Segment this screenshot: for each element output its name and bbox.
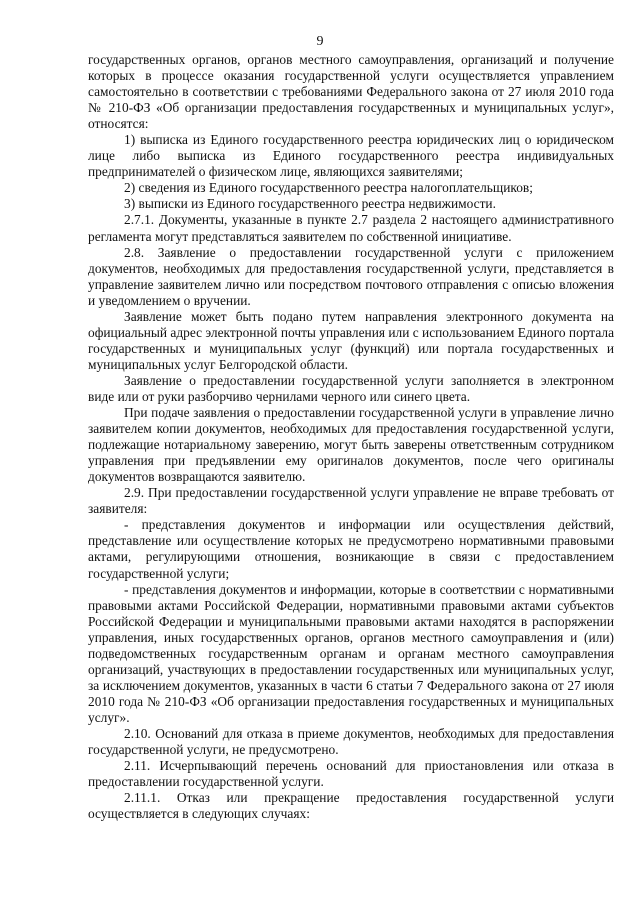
- paragraph: 3) выписки из Единого государственного реестра недвижимости.: [124, 196, 496, 212]
- page-number: 9: [316, 34, 324, 49]
- paragraph: Заявление о предоставлении государственной услуги заполняется в электронном виде или от руки разборчиво чернилами черного или синего цвета.: [88, 372, 614, 404]
- paragraph: 1) выписка из Единого государственного реестра юридических лиц о юридическом лице либо выписка из Единого государственного реестра индивидуальных предпринимателей о физическом лице, являющихся заявителями;: [88, 132, 614, 180]
- paragraph: 2.9. При предоставлении государственной услуги управление не вправе требовать от заявителя:: [88, 485, 614, 517]
- document-body: [88, 52, 614, 822]
- paragraph: 2.10. Оснований для отказа в приеме документов, необходимых для предоставления государственной услуги, не предусмотрено.: [88, 725, 614, 758]
- paragraph: 2.8. Заявление о предоставлении государственной услуги с приложением документов, необходимых для предоставления государственной услуги, представляется в управление заявителем лично или посредством почтового отправления с описью вложения и уведомлением о вручении.: [88, 244, 614, 308]
- paragraph: 2.11.1. Отказ или прекращение предоставления государственной услуги осуществляется в следующих случаях:: [88, 790, 614, 822]
- paragraph: 2) сведения из Единого государственного реестра налогоплательщиков;: [124, 180, 533, 196]
- paragraph: - представления документов и информации или осуществления действий, представление или осуществление которых не предусмотрено нормативными правовыми актами, регулирующими отношения, возникающие в связи с предоставлением государственной услуги;: [88, 517, 614, 581]
- paragraph: Заявление может быть подано путем направления электронного документа на официальный адрес электронной почты управления или с использованием Единого портала государственных и муниципальных услуг (функций) или портала государственных и муниципальных услуг Белгородской области.: [88, 308, 615, 372]
- paragraph: При подаче заявления о предоставлении государственной услуги в управление лично заявителем копии документов, необходимых для предоставления государственной услуги, подлежащие нотариальному заверению, могут быть заверены ответственным сотрудником управления при предъявлении ему оригиналов документов, после чего оригиналы документов возвращаются заявителю.: [88, 405, 614, 485]
- paragraph: 2.11. Исчерпывающий перечень оснований для приостановления или отказа в предоставлении государственной услуги.: [88, 758, 614, 790]
- paragraph: 2.7.1. Документы, указанные в пункте 2.7 раздела 2 настоящего административного регламента могут представляться заявителем по собственной инициативе.: [88, 212, 614, 244]
- paragraph: государственных органов, органов местного самоуправления, организаций и получение которых в процессе оказания государственной услуги осуществляется управлением самостоятельно в соответствии с требованиями Федерального закона от 27 июля 2010 года № 210-ФЗ «Об организации предоставления государственных и муниципальных услуг», относятся:: [88, 52, 614, 132]
- paragraph: - представления документов и информации, которые в соответствии с нормативными правовыми актами Российской Федерации, нормативными правовыми актами субъектов Российской Федерации и муниципальными правовыми актами находятся в распоряжении управления, иных государственных органов, органов местного самоуправления и (или) подведомственных государственным органам и органам местного самоуправления организаций, участвующих в предоставлении государственных или муниципальных услуг, за исключением документов, указанных в части 6 статьи 7 Федерального закона от 27 июля 2010 года № 210-ФЗ «Об организации предоставления государственных и муниципальных услуг».: [88, 581, 614, 725]
